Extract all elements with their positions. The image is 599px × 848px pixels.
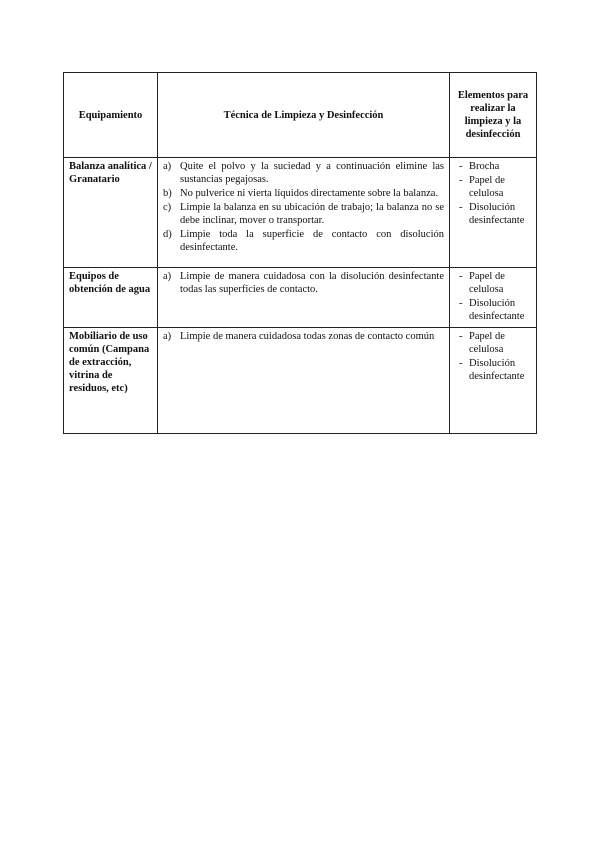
step-item bbox=[163, 228, 444, 254]
step-marker: a) bbox=[163, 161, 172, 172]
elements-cell bbox=[450, 158, 537, 268]
element-text: Disolución desinfectante bbox=[469, 358, 525, 382]
step-text: No pulverice ni vierta líquidos directamente sobre la balanza. bbox=[180, 188, 439, 199]
element-text: Papel de celulosa bbox=[469, 175, 505, 199]
element-item: - Brocha bbox=[455, 160, 531, 173]
element-item: - Disolución desinfectante bbox=[455, 201, 531, 227]
element-text: Disolución desinfectante bbox=[469, 298, 525, 322]
elements-cell bbox=[450, 328, 537, 434]
table-row bbox=[64, 158, 537, 268]
element-text: Papel de celulosa bbox=[469, 331, 505, 355]
technique-cell bbox=[158, 268, 450, 328]
header-technique: Técnica de Limpieza y Desinfección bbox=[158, 73, 450, 158]
elements-cell bbox=[450, 268, 537, 328]
element-item: - Papel de celulosa bbox=[455, 330, 531, 356]
equipment-cell: Balanza analítica / Granatario bbox=[64, 158, 158, 268]
cleaning-table bbox=[63, 72, 537, 434]
header-row bbox=[64, 73, 537, 158]
step-marker: b) bbox=[163, 188, 172, 199]
step-item bbox=[163, 187, 444, 200]
step-marker: d) bbox=[163, 229, 172, 240]
header-elements: Elementos para realizar la limpieza y la desinfección bbox=[450, 73, 537, 158]
element-item: - Papel de celulosa bbox=[455, 174, 531, 200]
table-row bbox=[64, 328, 537, 434]
element-text: Disolución desinfectante bbox=[469, 202, 525, 226]
element-text: Papel de celulosa bbox=[469, 271, 505, 295]
step-text: Limpie toda la superficie de contacto con disolución desinfectante. bbox=[180, 229, 444, 253]
step-text: Limpie de manera cuidadosa con la disolución desinfectante todas las superficies de contacto. bbox=[180, 271, 444, 295]
step-item bbox=[163, 160, 444, 186]
header-equipment: Equipamiento bbox=[64, 73, 158, 158]
step-text: Limpie de manera cuidadosa todas zonas de contacto común bbox=[180, 331, 435, 342]
step-marker: a) bbox=[163, 331, 172, 342]
step-marker: a) bbox=[163, 271, 172, 282]
step-item bbox=[163, 270, 444, 296]
step-text: Quite el polvo y la suciedad y a continuación elimine las sustancias pegajosas. bbox=[180, 161, 444, 185]
step-text: Limpie la balanza en su ubicación de trabajo; la balanza no se debe inclinar, mover o transportar. bbox=[180, 202, 444, 226]
technique-cell bbox=[158, 158, 450, 268]
step-item bbox=[163, 201, 444, 227]
step-marker: c) bbox=[163, 202, 172, 213]
element-item: - Papel de celulosa bbox=[455, 270, 531, 296]
equipment-cell: Equipos de obtención de agua bbox=[64, 268, 158, 328]
technique-cell bbox=[158, 328, 450, 434]
element-item: - Disolución desinfectante bbox=[455, 297, 531, 323]
element-text: Brocha bbox=[469, 161, 500, 172]
equipment-cell: Mobiliario de uso común (Campana de extracción, vitrina de residuos, etc) bbox=[64, 328, 158, 434]
table-row bbox=[64, 268, 537, 328]
element-item: - Disolución desinfectante bbox=[455, 357, 531, 383]
step-item bbox=[163, 330, 444, 343]
